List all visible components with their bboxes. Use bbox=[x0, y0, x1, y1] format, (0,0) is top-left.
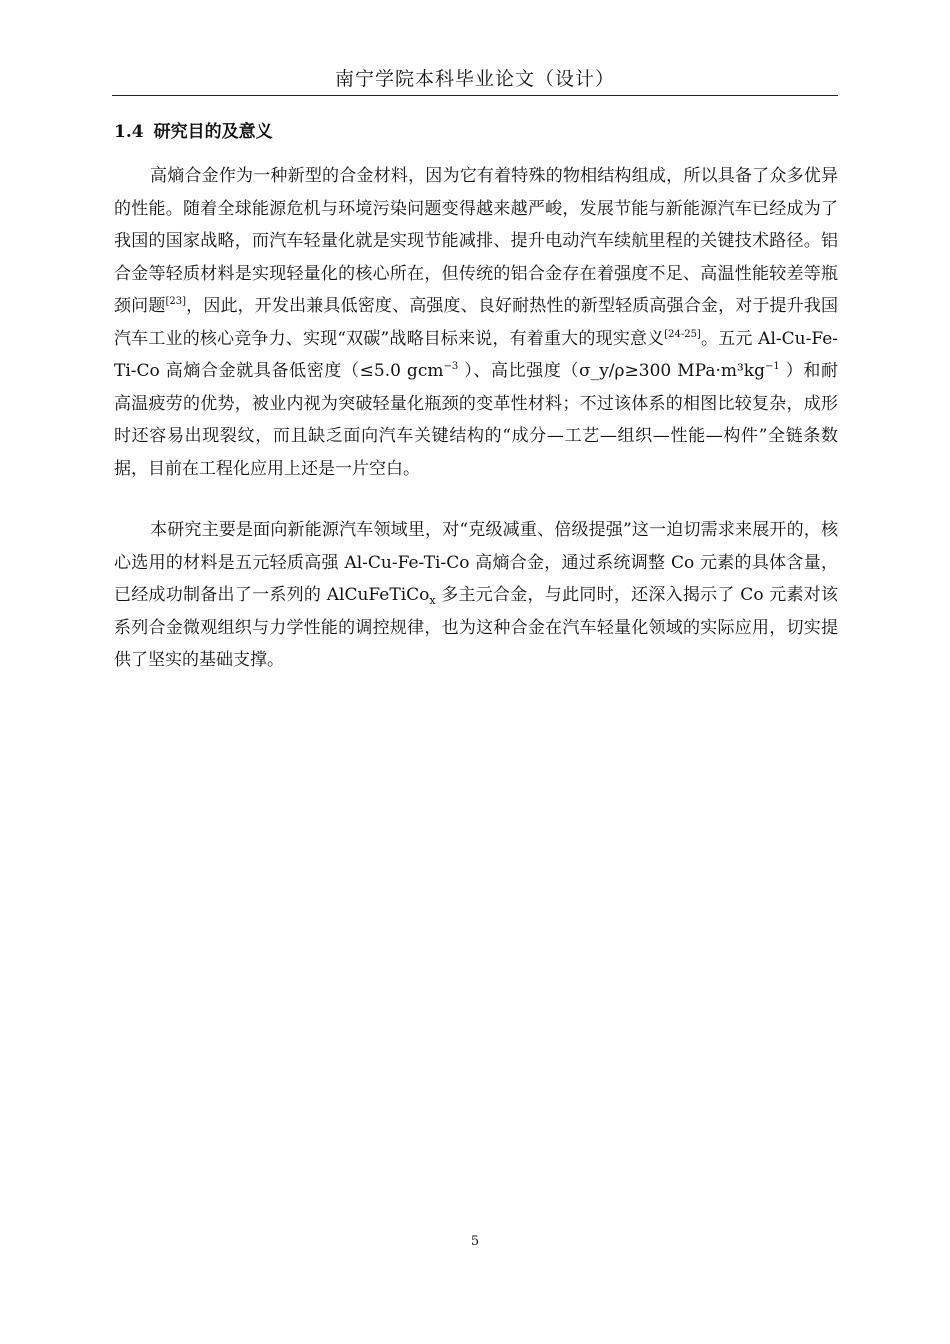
section-number: 1.4 bbox=[114, 122, 144, 142]
paragraph-text: 高熵合金作为一种新型的合金材料，因为它有着特殊的物相结构组成，所以具备了众多优异的性能。随着全球能源危机与环境污染问题变得越来越严峻，发展节能与新能源汽车已经成为了我国的国家战略，而汽车轻量化就是实现节能减排、提升电动汽车续航里程的关键技术路径。铝合金等轻质材料是实现轻量化的核心所在，但传统的铝合金存在着强度不足、高温性能较差等瓶颈问题 bbox=[114, 166, 838, 316]
paragraph-text: 多主元合金，与此同时，还深入揭示了 Co 元素对该系列合金微观组织与力学性能的调控规律，也为这种合金在汽车轻量化领域的实际应用，切实提供了坚实的基础支撑。 bbox=[114, 585, 838, 670]
body-paragraph-2 bbox=[114, 514, 838, 677]
paragraph-text: 本研究主要是面向新能源汽车领域里，对“克级减重、倍级提强”这一迫切需求来展开的，核心选用的材料是五元轻质高强 Al-Cu-Fe-Ti-Co 高熵合金，通过系统调整 Co 元素的具体含量，已经成功制备出了一系列的 AlCuFeTiCo bbox=[114, 520, 838, 605]
citation-ref: [24-25] bbox=[664, 328, 701, 340]
page-header bbox=[112, 66, 838, 96]
header-title: 南宁学院本科毕业论文（设计） bbox=[334, 68, 615, 90]
unit-exponent: −1 bbox=[764, 361, 780, 372]
section-title: 研究目的及意义 bbox=[153, 122, 273, 142]
formula-subscript: x bbox=[429, 594, 436, 607]
citation-ref: [23] bbox=[165, 296, 187, 307]
paragraph-text: ，因此，开发出兼具低密度、高强度、良好耐热性的新型轻质高强合金，对于提升我国汽车工业的核心竞争力、实现“双碳”战略目标来说，有着重大的现实意义 bbox=[114, 296, 839, 349]
unit-exponent: −3 bbox=[443, 361, 459, 372]
section-heading bbox=[114, 120, 273, 144]
paragraph-text: 。五元 Al-Cu-Fe-Ti-Co 高熵合金就具备低密度（≤5.0 gcm bbox=[114, 328, 838, 381]
paragraph-text: ）和耐高温疲劳的优势，被业内视为突破轻量化瓶颈的变革性材料；不过该体系的相图比较复杂，成形时还容易出现裂纹，而且缺乏面向汽车关键结构的“成分—工艺—组织—性能—构件”全链条数据，目前在工程化应用上还是一片空白。 bbox=[114, 361, 839, 479]
paragraph-text: ）、高比强度（σ_y/ρ≥300 MPa·m³kg bbox=[458, 361, 765, 381]
body-paragraph-1 bbox=[114, 160, 838, 485]
page-number: 5 bbox=[470, 1234, 480, 1249]
